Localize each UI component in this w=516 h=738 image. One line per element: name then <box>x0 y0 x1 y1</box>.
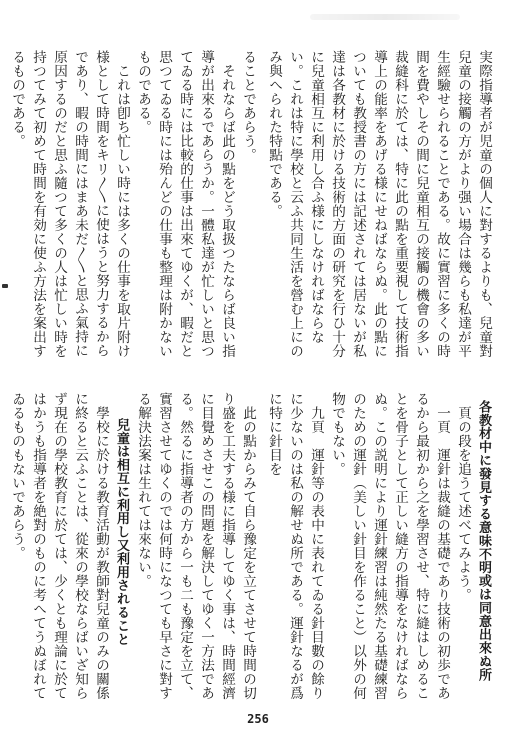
section-heading: 各教材中に發見する意味不明或は同意出來ぬ所 <box>476 399 491 682</box>
right-column-top <box>266 50 494 368</box>
paragraph: 頁の段を追うて述べてみよう。 <box>455 405 471 602</box>
paragraph: 學校に於ける教育活動が教師對兒童のみの關係に終ると云ふことは、從來の學校ならばいざ知らず現在の學校教育に於ては、少くとも理論に於てはかうも指導者を絶對のものに考へてうぬぼれてゐるものもないであらう。 <box>9 392 109 700</box>
paragraph: ることであらう。 <box>240 50 256 162</box>
left-column-top <box>9 50 258 368</box>
section-heading: 兒童は相互に利用し又利用されること <box>114 418 129 646</box>
paragraph: これは卽ち忙しい時には多くの仕事を取片附け様として時間をキリ〳〵に使はうと努力するからであり、暇の時間にはまあ未だ〳〵と思ふ氣持に原因するのだと思ふ隨つて多くの人は忙しい時を持つてみて初めて時間を有効に使ふ方法を案出するものである。 <box>9 50 130 358</box>
paragraph: それならば此の點をどう取扱つたならば良い指導が出來るであらうか。一體私達が忙しいと思つてゐる時には比較的仕事は出來てゆくが、暇だと思つてゐる時には殆んどの仕事も整理は附かないものである。 <box>135 50 235 358</box>
page-number: 256 <box>247 712 269 726</box>
scan-residue <box>310 14 460 20</box>
paragraph: 一頁 運針は裁縫の基礎であり技術の初歩であるから最初から之を學習させ、特に縫はしめることを骨子として正しい縫方の指導をなければならぬ。この説明により運針練習は純然たる基礎練習のための運針（美しい針目を作ること）以外の何物でもない。 <box>329 392 450 700</box>
paragraph: 此の點からみて自ら豫定を立てさせて時間の切り盛を工夫する様に指導してゆく事は、時間經濟に目覺めさせこの問題を解決してゆく一方法である。然るに指導者の方から一も二も豫定を立て、實習させてゆくのでは何時になつても早さに對する解決法案は生れては來ない。 <box>135 392 256 700</box>
paragraph: 九頁 運針等の表中に表れてゐる針目數の餘りに少ないのは私の解せぬ所である。運針なるが爲に特に針目を <box>266 392 324 700</box>
right-column-bottom <box>266 392 494 704</box>
left-column-bottom <box>9 392 258 704</box>
paragraph: 実際指導者が児童の個人に對するよりも、兒童對兒童の接觸の方がより强い場合は幾らも私達が平生經驗せられることである。故に實習に多くの時間を費やしその間に兒童相互の接觸の機會の多い裁縫科に於ては、特に此の點を重要視して技術指導上の能率をあげる様にせねばならぬ。此の點についても教授書の方には記述されては居ないが私達は各教材に於ける技術的方面の研究を行ひ十分に兒童相互に利用し合ふ様にしなければならない。これは特に學校と云ふ共同生活を營む上にのみ與へられた特點である。 <box>266 50 492 358</box>
